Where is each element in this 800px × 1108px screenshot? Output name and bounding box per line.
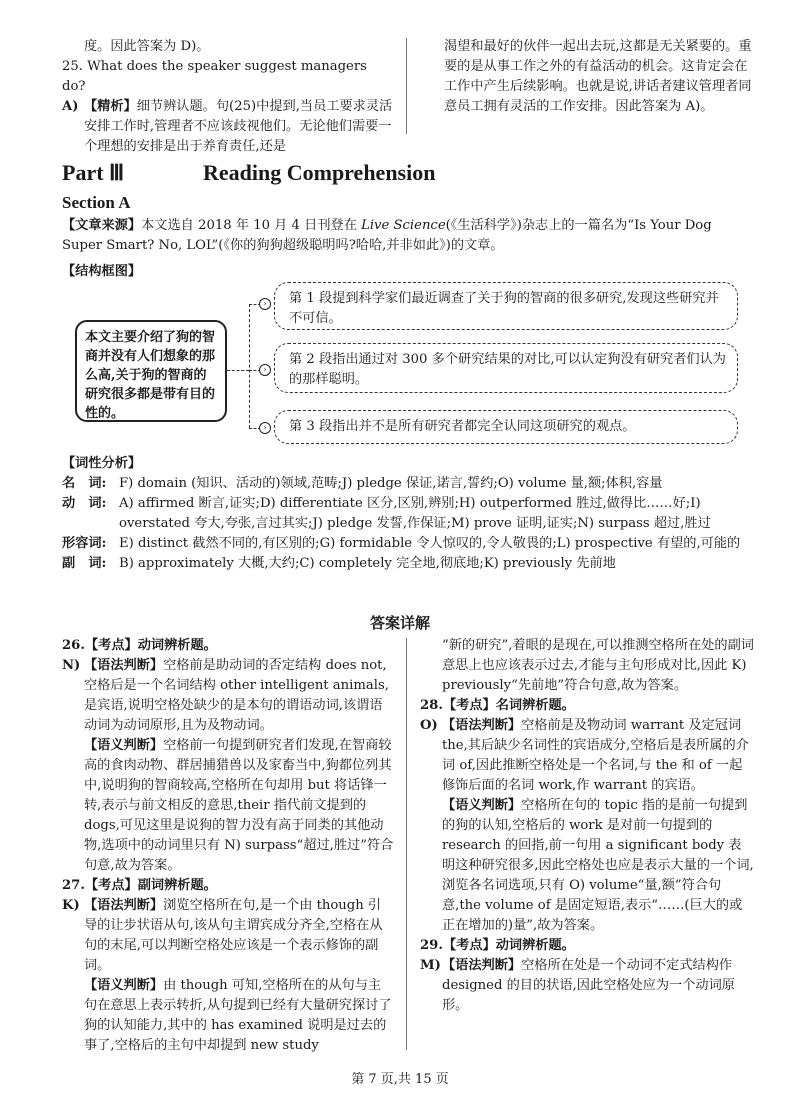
connector-vertical: [249, 304, 250, 428]
answer-explanation: [84, 97, 394, 157]
pos-tag: 副 词:: [62, 556, 107, 571]
paragraph-text: 空格前是助动词的否定结构 does not,空格后是一个名词结构 other intelligent animals,是宾语,说明空格处缺少的是本句的谓语动词,该谓语动词为动词原形,且为及物动词。: [84, 658, 389, 733]
pos-text: E) distinct 截然不同的,有区别的;G) formidable 令人惊叹的,令人敬畏的;L) prospective 有望的,可能的: [119, 536, 741, 551]
pos-row-noun: [62, 474, 754, 494]
structure-node-2: 第 2 段指出通过对 300 多个研究结果的对比,可以认定狗没有研究者们认为的那样聪明。: [274, 343, 738, 393]
grammar-judgement: [84, 896, 394, 976]
answers-title: 答案详解: [369, 614, 430, 632]
structure-node-1: 第 1 段提到科学家们最近调查了关于狗的智商的很多研究,发现这些研究并不可信。: [274, 282, 738, 330]
semantic-judgement: [442, 796, 754, 936]
answer-mark: K): [62, 898, 80, 913]
tag-label: 【语法判断】: [84, 658, 164, 673]
structure-node-3: 第 3 段指出并不是所有研究者都完全认同这项研究的观点。: [274, 410, 738, 444]
tag-label: 【语义判断】: [84, 978, 164, 993]
semantic-judgement: [84, 976, 394, 1056]
pos-text: A) affirmed 断言,证实;D) differentiate 区分,区别,辨别;H) outperformed 胜过,做得比……好;I) overstated 夸大,夸张,言过其实;J) pledge 发誓,作保证;M) prove 证明,证实;N) surpass 超过,胜过: [119, 496, 711, 531]
paragraph-text: 空格前一句提到研究者们发现,在智商较高的食肉动物、群居捕猎兽以及家畜当中,狗都位列其中,说明狗的智商较高,空格所在句却用 but 将话锋一转,表示与前文相反的意思,their 指代前文提到的 dogs,可见这里是说狗的智力没有高于同类的其他动物,选项中的动词里只有 N) surpass“超过,胜过”符合句意,故为答案。: [84, 738, 394, 873]
grammar-judgement: [442, 716, 754, 796]
connector-line: [227, 370, 249, 371]
paragraph-text: 空格前是及物动词 warrant 及定冠词 the,其后缺少名词性的宾语成分,空格后是表所属的介词 of,因此推断空格处是一个名词,与 the 和 of 一起修饰后面的名词 work,作 warrant 的宾语。: [442, 718, 749, 793]
question-25: 25. What does the speaker suggest managers do?: [62, 59, 367, 94]
pos-label: 【词性分析】: [62, 456, 142, 471]
arrow-circle-icon: ›: [259, 298, 271, 310]
article-source: [62, 216, 754, 256]
question-27-head: 27.【考点】副词辨析题。: [62, 878, 217, 893]
part-label: Part Ⅲ: [62, 160, 125, 185]
pos-tag: 名 词:: [62, 476, 107, 491]
structure-label: 【结构框图】: [62, 264, 142, 279]
pos-text: B) approximately 大概,大约;C) completely 完全地,彻底地;K) previously 先前地: [119, 556, 616, 571]
grammar-judgement: [84, 656, 394, 736]
part-title: Reading Comprehension: [203, 160, 436, 185]
tag-label: 【语义判断】: [84, 738, 164, 753]
grammar-judgement: [442, 956, 754, 1016]
source-text-pre: 本文选自 2018 年 10 月 4 日刊登在: [141, 218, 362, 233]
paragraph-text: 空格所在处是一个动词不定式结构作 designed 的目的状语,因此空格处应为一个动词原形。: [442, 958, 735, 1013]
pos-tag: 动 词:: [62, 496, 107, 511]
paragraph-text: 空格所在句的 topic 指的是前一句提到的狗的认知,空格后的 work 是对前一句提到的 research 的回指,前一句用 a significant body 表明这种研究很多,因此空格处也应是表示大量的一个词,浏览各名词选项,只有 O) volume“量,额”符合句意,the volume of 是固定短语,表示“……(巨大的或正在增加的)量”,故为答案。: [442, 798, 754, 933]
answers-right-column: [420, 636, 754, 1016]
pos-row-adverb: [62, 554, 754, 574]
explanation-continued: “新的研究”,着眼的是现在,可以推测空格所在处的副词意思上也应该表示过去,才能与主句形成对比,因此 K) previously“先前地”符合句意,故为答案。: [442, 638, 754, 693]
answer-mark: O): [420, 718, 438, 733]
pos-tag: 形容词:: [62, 536, 107, 551]
pos-text: F) domain (知识、活动的)领域,范畴;J) pledge 保证,诺言,誓约;O) volume 量,额;体积,容量: [119, 476, 663, 491]
top-right-column: [444, 37, 752, 117]
explanation-text: 细节辨认题。句(25)中提到,当员工要求灵活安排工作时,管理者不应该歧视他们。无论他们需要一个理想的安排是出于养育责任,还是: [84, 99, 393, 154]
question-28-head: 28.【考点】名词辨析题。: [420, 698, 575, 713]
tag-label: 【文章来源】: [62, 218, 142, 233]
paragraph-text: 由 though 可知,空格所在的从句与主句在意思上表示转折,从句提到已经有大量研究探讨了狗的认知能力,其中的 has examined 说明是过去的事了,空格后的主句中却提到 new study: [84, 978, 392, 1053]
pos-table: [62, 474, 754, 574]
part-heading: [62, 160, 124, 186]
tag-label: 【精析】: [84, 99, 137, 114]
column-divider-top: [406, 38, 407, 134]
answers-left-column: [62, 636, 394, 1056]
tag-label: 【语法判断】: [442, 958, 522, 973]
explanation-continued: 渴望和最好的伙伴一起出去玩,这都是无关紧要的。重要的是从事工作之外的有益活动的机会。这肯定会在工作中产生后续影响。也就是说,讲话者建议管理者同意员工拥有灵活的工作安排。因此答案为 A)。: [444, 39, 752, 114]
source-text-post: (《生活科学》)杂志上的一篇名为“Is Your Dog Super Smart? No, LOL”(《你的狗狗超级聪明吗?哈哈,并非如此》)的文章。: [62, 218, 712, 253]
paragraph-text: 浏览空格所在句,是一个由 though 引导的让步状语从句,该从句主谓宾成分齐全,空格在从句的末尾,可以判断空格处应该是一个表示修饰的副词。: [84, 898, 383, 973]
tag-label: 【语法判断】: [442, 718, 522, 733]
text-line: 度。因此答案为 D)。: [84, 39, 210, 54]
pos-row-verb: [62, 494, 754, 534]
tag-label: 【语法判断】: [84, 898, 164, 913]
tag-label: 【语义判断】: [442, 798, 522, 813]
semantic-judgement: [84, 736, 394, 876]
answer-mark: A): [62, 99, 79, 114]
question-29-head: 29.【考点】动词辨析题。: [420, 938, 575, 953]
question-26-head: 26.【考点】动词辨析题。: [62, 638, 217, 653]
page-footer: 第 7 页,共 15 页: [351, 1072, 449, 1087]
arrow-circle-icon: ›: [259, 422, 271, 434]
answer-mark: N): [62, 658, 81, 673]
summary-box: 本文主要介绍了狗的智商并没有人们想象的那么高,关于狗的智商的研究很多都是带有目的性的。: [75, 320, 227, 422]
answer-mark: M): [420, 958, 441, 973]
section-heading: Section A: [62, 193, 131, 212]
magazine-name: Live Science: [361, 218, 446, 233]
column-divider-bottom: [406, 638, 407, 1050]
pos-row-adjective: [62, 534, 754, 554]
arrow-circle-icon: ›: [259, 364, 271, 376]
top-left-column: [62, 37, 394, 157]
